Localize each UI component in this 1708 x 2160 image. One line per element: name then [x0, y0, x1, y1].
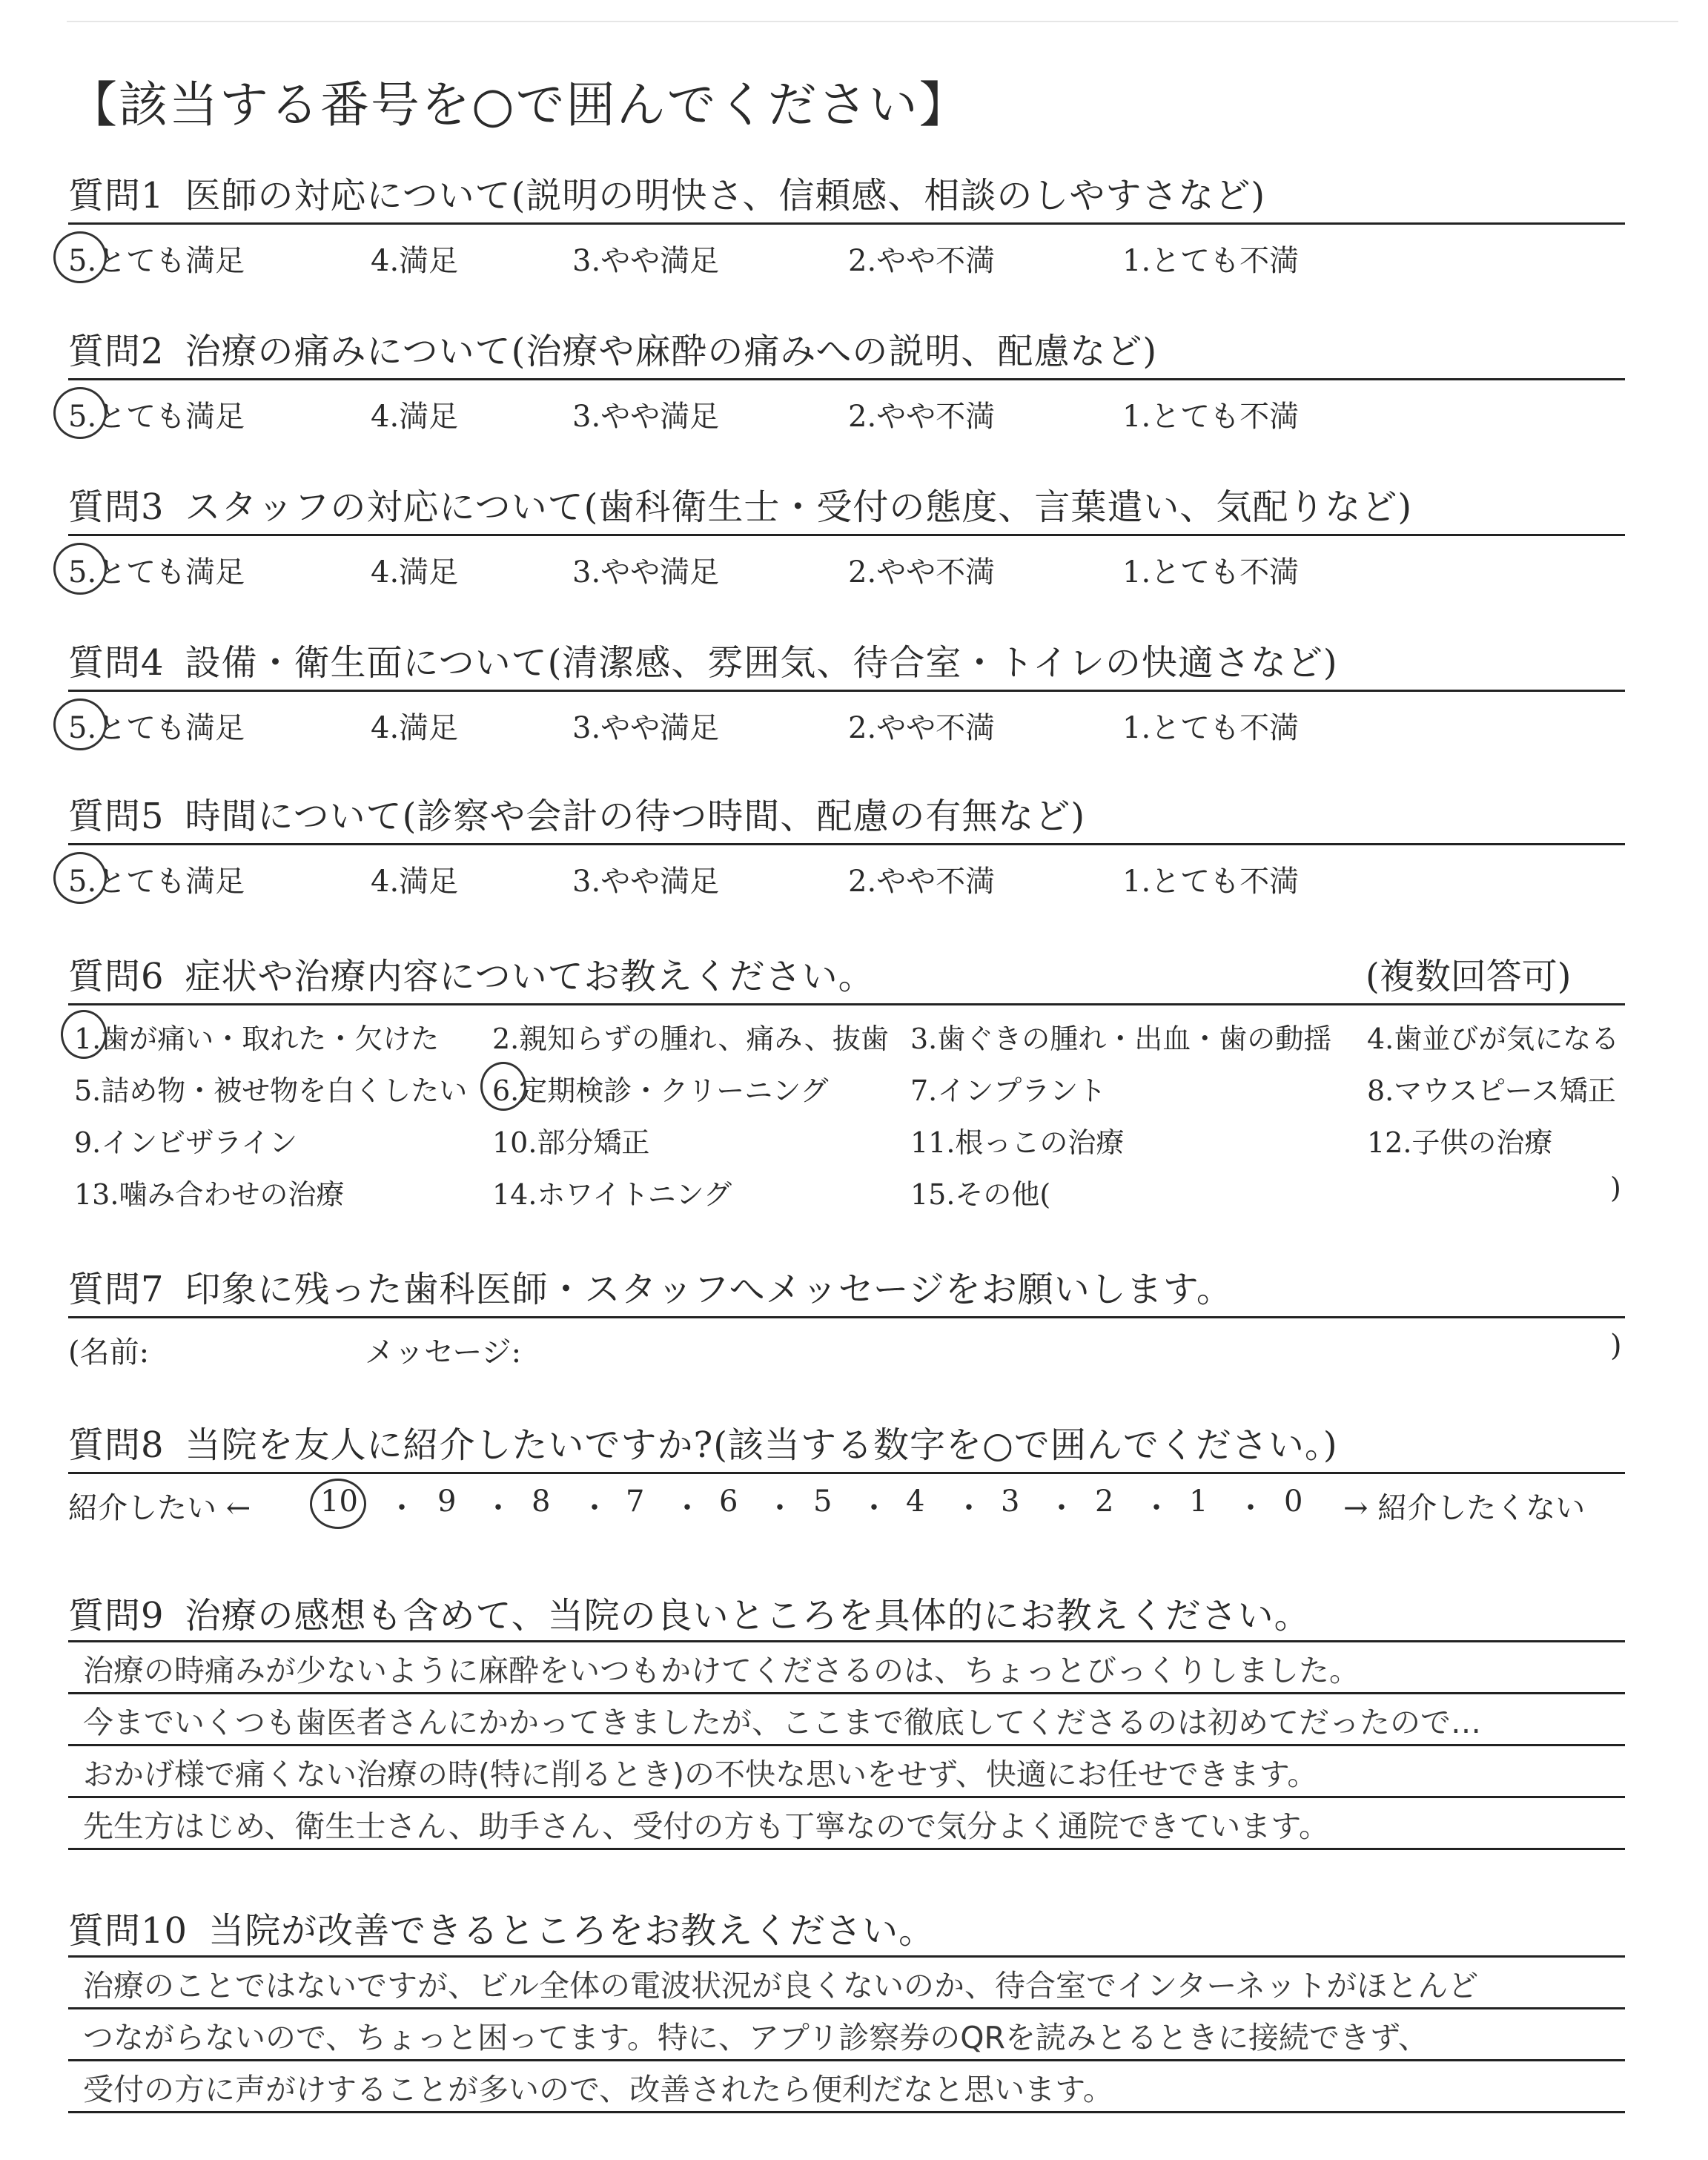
selection-circle — [53, 387, 107, 439]
question-rule — [68, 1316, 1625, 1318]
question-title: 治療の痛みについて(治療や麻酔の痛みへの説明、配慮など) — [185, 331, 1158, 372]
handwritten-answer-line: 受付の方に声がけすることが多いので、改善されたら便利だなと思います。 — [83, 2072, 1113, 2107]
answer-line — [68, 2111, 1625, 2113]
symptom-option[interactable]: 3.歯ぐきの腫れ・出血・歯の動揺 — [910, 1023, 1332, 1055]
symptom-option[interactable]: 13.噛み合わせの治療 — [74, 1178, 345, 1211]
question-number: 質問9 — [68, 1595, 165, 1636]
selection-circle — [61, 1010, 107, 1059]
symptom-option[interactable]: 14.ホワイトニング — [492, 1178, 732, 1211]
question-title: 医師の対応について(説明の明快さ、信頼感、相談のしやすさなど) — [185, 175, 1266, 217]
option-3[interactable]: 3.やや満足 — [572, 555, 720, 589]
question-number: 質問10 — [68, 1910, 188, 1952]
answer-line — [68, 1848, 1625, 1850]
scale-dot: ・ — [1047, 1491, 1076, 1525]
question-3 — [68, 478, 1625, 589]
question-10 — [68, 1902, 1625, 2107]
option-2[interactable]: 2.やや不満 — [848, 865, 996, 899]
question-title: 症状や治療内容についてお教えください。 — [185, 956, 875, 997]
symptom-option[interactable]: 1.歯が痛い・取れた・欠けた — [74, 1023, 440, 1055]
page-heading: 【該当する番号を○で囲んでください】 — [68, 76, 970, 133]
question-title: スタッフの対応について(歯科衛生士・受付の態度、言葉遣い、気配りなど) — [185, 486, 1413, 528]
scale-dot: ・ — [672, 1491, 702, 1525]
answer-line — [68, 2059, 1625, 2061]
scale-dot: ・ — [580, 1491, 609, 1525]
symptom-option[interactable]: 5.詰め物・被せ物を白くしたい — [74, 1074, 468, 1107]
scale-dot: ・ — [954, 1491, 984, 1525]
handwritten-answer-line: 治療のことではないですが、ビル全体の電波状況が良くないのか、待合室でインターネットがほとんど — [83, 1968, 1479, 2004]
option-5[interactable]: 5.とても満足 — [68, 555, 245, 589]
symptom-option[interactable]: 6.定期検診・クリーニング — [492, 1074, 829, 1107]
option-5[interactable]: 5.とても満足 — [68, 244, 245, 278]
question-title: 当院を友人に紹介したいですか?(該当する数字を○で囲んでください。) — [185, 1424, 1338, 1466]
scale-dot: ・ — [1236, 1491, 1265, 1525]
scale-value[interactable]: 1 — [1189, 1484, 1208, 1519]
question-rule — [68, 690, 1625, 692]
option-2[interactable]: 2.やや不満 — [848, 555, 996, 589]
scale-value[interactable]: 7 — [626, 1484, 645, 1519]
scale-left-label: 紹介したい ← — [68, 1491, 251, 1525]
option-4[interactable]: 4.満足 — [371, 400, 459, 434]
question-9 — [68, 1587, 1625, 1844]
option-4[interactable]: 4.満足 — [371, 244, 459, 278]
scale-dot: ・ — [859, 1491, 889, 1525]
question-8 — [68, 1416, 1625, 1525]
question-5 — [68, 787, 1625, 899]
question-number: 質問7 — [68, 1269, 165, 1310]
scale-right-label: → 紹介したくない — [1343, 1491, 1586, 1525]
option-4[interactable]: 4.満足 — [371, 555, 459, 589]
question-number: 質問2 — [68, 331, 165, 372]
answer-line — [68, 1692, 1625, 1694]
option-1[interactable]: 1.とても不満 — [1122, 555, 1300, 589]
answer-line — [68, 1744, 1625, 1746]
option-5[interactable]: 5.とても満足 — [68, 865, 245, 899]
option-2[interactable]: 2.やや不満 — [848, 244, 996, 278]
option-2[interactable]: 2.やや不満 — [848, 711, 996, 745]
multiple-answer-note: (複数回答可) — [1366, 956, 1572, 997]
scale-value[interactable]: 8 — [532, 1484, 551, 1519]
handwritten-answer-line: 先生方はじめ、衛生士さん、助手さん、受付の方も丁寧なので気分よく通院できています。 — [83, 1809, 1329, 1844]
symptom-option[interactable]: 4.歯並びが気になる — [1367, 1023, 1620, 1055]
question-6 — [68, 948, 1625, 1211]
selection-circle — [310, 1479, 366, 1529]
question-number: 質問8 — [68, 1424, 165, 1466]
option-3[interactable]: 3.やや満足 — [572, 244, 720, 278]
symptom-option[interactable]: 2.親知らずの腫れ、痛み、抜歯 — [492, 1023, 889, 1055]
answer-line — [68, 2007, 1625, 2009]
scan-edge-line — [67, 21, 1678, 22]
question-rule — [68, 843, 1625, 845]
option-1[interactable]: 1.とても不満 — [1122, 244, 1300, 278]
selection-circle — [480, 1062, 526, 1111]
option-3[interactable]: 3.やや満足 — [572, 865, 720, 899]
option-4[interactable]: 4.満足 — [371, 711, 459, 745]
question-title: 設備・衛生面について(清潔感、雰囲気、待合室・トイレの快適さなど) — [185, 642, 1338, 684]
symptom-option[interactable]: 8.マウスピース矯正 — [1367, 1074, 1616, 1107]
option-5[interactable]: 5.とても満足 — [68, 711, 245, 745]
question-7 — [68, 1261, 1625, 1370]
scale-value[interactable]: 6 — [719, 1484, 738, 1519]
symptom-option[interactable]: 15.その他( — [910, 1178, 1051, 1211]
selection-circle — [53, 698, 107, 750]
option-1[interactable]: 1.とても不満 — [1122, 400, 1300, 434]
answer-line — [68, 1955, 1625, 1958]
question-rule — [68, 534, 1625, 536]
option-3[interactable]: 3.やや満足 — [572, 711, 720, 745]
scale-dot: ・ — [1142, 1491, 1171, 1525]
question-title: 治療の感想も含めて、当院の良いところを具体的にお教えください。 — [185, 1595, 1311, 1636]
selection-circle — [53, 543, 107, 595]
question-rule — [68, 378, 1625, 380]
question-4 — [68, 634, 1625, 745]
scale-value[interactable]: 2 — [1095, 1484, 1114, 1519]
symptom-option[interactable]: 12.子供の治療 — [1367, 1126, 1553, 1159]
question-number: 質問3 — [68, 486, 165, 528]
question-2 — [68, 323, 1625, 434]
handwritten-answer-line: 治療の時痛みが少ないように麻酔をいつもかけてくださるのは、ちょっとびっくりしました。 — [83, 1653, 1360, 1688]
symptom-option[interactable]: 7.インプラント — [910, 1074, 1107, 1107]
handwritten-answer-line: つながらないので、ちょっと困ってます。特に、アプリ診察券のQRを読みとるときに接続できず、 — [83, 2020, 1429, 2055]
question-title: 当院が改善できるところをお教えください。 — [208, 1910, 936, 1952]
scale-dot: ・ — [483, 1491, 513, 1525]
scale-dot: ・ — [387, 1491, 417, 1525]
scale-value[interactable]: 10 — [320, 1484, 358, 1519]
question-number: 質問5 — [68, 796, 165, 837]
question-rule — [68, 1003, 1625, 1005]
question-number: 質問4 — [68, 642, 165, 684]
option-1[interactable]: 1.とても不満 — [1122, 711, 1300, 745]
symptom-option[interactable]: 10.部分矯正 — [492, 1126, 650, 1159]
scale-value[interactable]: 9 — [437, 1484, 457, 1519]
selection-circle — [53, 231, 107, 283]
question-number: 質問1 — [68, 175, 165, 217]
message-close-paren: ) — [1610, 1329, 1622, 1363]
scale-value[interactable]: 5 — [813, 1484, 833, 1519]
option-3[interactable]: 3.やや満足 — [572, 400, 720, 434]
question-title: 印象に残った歯科医師・スタッフへメッセージをお願いします。 — [185, 1269, 1233, 1310]
handwritten-answer-line: 今までいくつも歯医者さんにかかってきましたが、ここまで徹底してくださるのは初めてだったので… — [83, 1705, 1481, 1740]
symptom-option[interactable]: 9.インビザライン — [74, 1126, 298, 1159]
symptom-option[interactable]: 11.根っこの治療 — [910, 1126, 1125, 1159]
question-rule — [68, 1472, 1625, 1474]
selection-circle — [53, 852, 107, 904]
message-label: メッセージ: — [365, 1335, 522, 1370]
scale-value[interactable]: 3 — [1001, 1484, 1020, 1519]
answer-line — [68, 1796, 1625, 1798]
handwritten-answer-line: おかげ様で痛くない治療の時(特に削るとき)の不快な思いをせず、快適にお任せできます。 — [83, 1757, 1318, 1792]
option-2[interactable]: 2.やや不満 — [848, 400, 996, 434]
scale-dot: ・ — [765, 1491, 795, 1525]
question-rule — [68, 222, 1625, 225]
scale-value[interactable]: 0 — [1284, 1484, 1303, 1519]
question-title: 時間について(診察や会計の待つ時間、配慮の有無など) — [185, 796, 1086, 837]
option-1[interactable]: 1.とても不満 — [1122, 865, 1300, 899]
scale-value[interactable]: 4 — [906, 1484, 925, 1519]
question-1 — [68, 167, 1625, 278]
option-5[interactable]: 5.とても満足 — [68, 400, 245, 434]
name-label: (名前: — [68, 1335, 150, 1370]
question-number: 質問6 — [68, 956, 165, 997]
option-4[interactable]: 4.満足 — [371, 865, 459, 899]
answer-line — [68, 1640, 1625, 1642]
other-close-paren: ) — [1610, 1172, 1621, 1204]
